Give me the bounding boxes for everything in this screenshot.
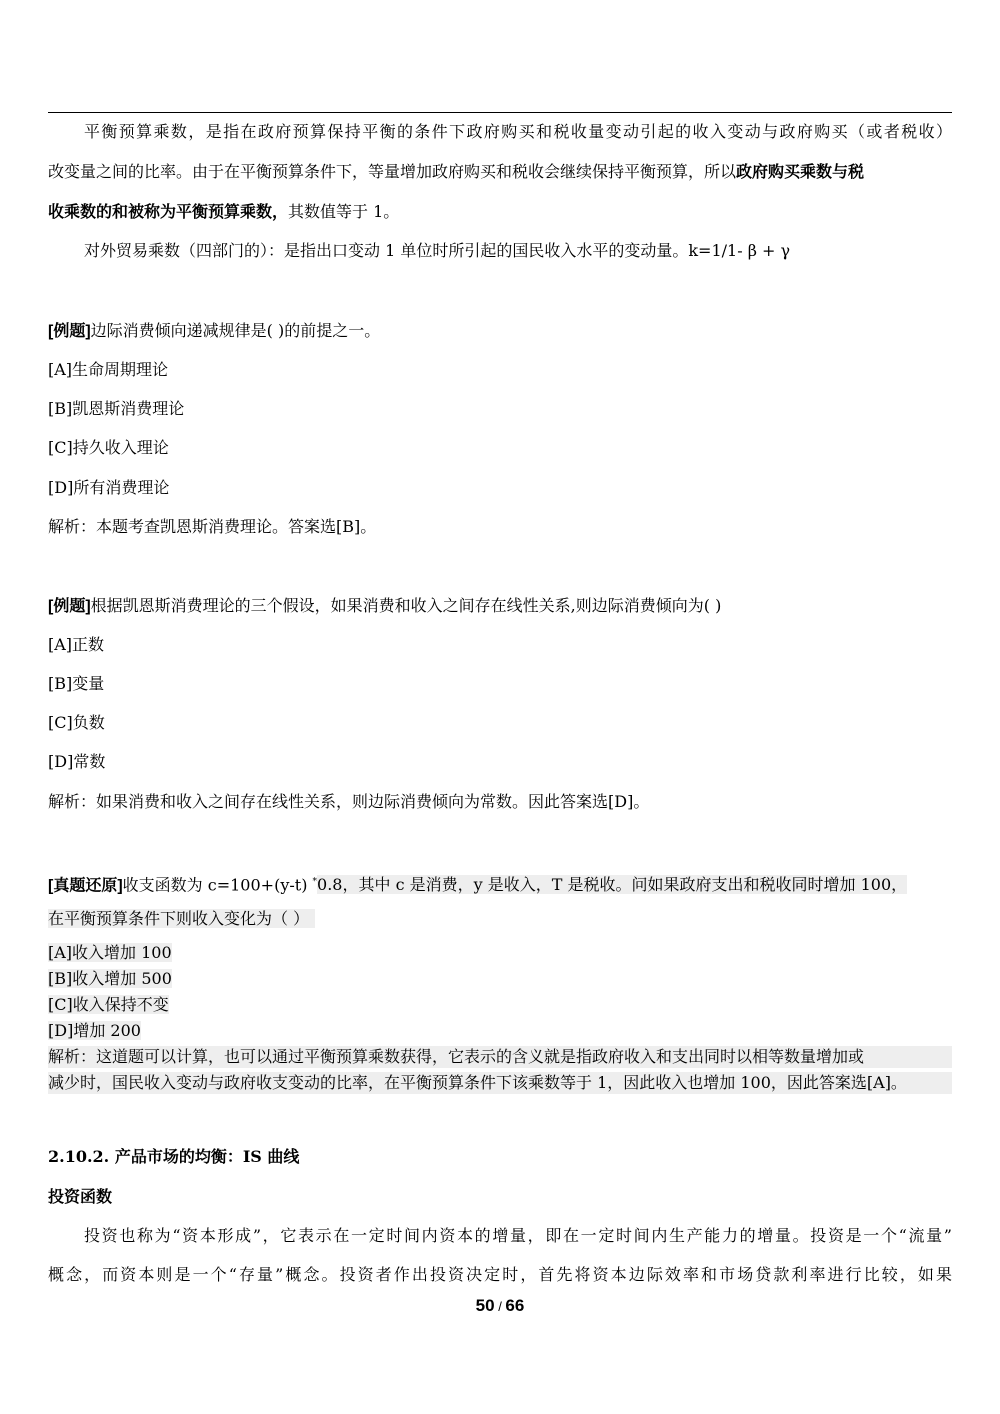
foreign-trade-multiplier: 对外贸易乘数（四部门的）：是指出口变动 1 单位时所引起的国民收入水平的变动量。k=1/1- β + γ <box>84 241 791 260</box>
bold-text: 政府购买乘数与税 <box>736 162 865 181</box>
example1-option-d: [D]所有消费理论 <box>48 478 170 497</box>
balanced-budget-line-3 <box>48 201 399 223</box>
example2-option-a: [A]正数 <box>48 635 105 654</box>
multiply-mark: * <box>312 877 318 887</box>
example1-option-a: [A]生命周期理论 <box>48 360 169 379</box>
balanced-budget-line-2 <box>48 161 952 183</box>
text: 根据凯恩斯消费理论的三个假设，如果消费和收入之间存在线性关系,则边际消费倾向为( ) <box>90 596 722 615</box>
text: 其数值等于 1。 <box>288 202 400 221</box>
real-exam-option-a <box>48 942 172 964</box>
highlighted-text: [D]增加 200 <box>48 1021 141 1040</box>
page-number <box>0 1296 1000 1316</box>
example2-option-d: [D]常数 <box>48 752 106 771</box>
example-tag: [例题] <box>48 323 91 340</box>
text: 平衡预算乘数，是指在政府预算保持平衡的条件下政府购买和税收量变动引起的收入变动与政府购买（或者税收） <box>84 122 952 141</box>
real-exam-question-line-2 <box>48 908 315 930</box>
investment-para-line-2 <box>48 1264 952 1286</box>
text: 概念，而资本则是一个“存量”概念。投资者作出投资决定时，首先将资本边际效率和市场贷款利率进行比较，如果 <box>48 1265 952 1284</box>
example-tag: [例题] <box>48 598 91 615</box>
example1-analysis: 解析：本题考查凯恩斯消费理论。答案选[B]。 <box>48 517 377 536</box>
total-pages: 66 <box>505 1296 525 1315</box>
example2-question <box>48 595 721 618</box>
highlighted-text: 0.8，其中 c 是消费，y 是收入，T 是税收。问如果政府支出和税收同时增加 100， <box>317 875 908 895</box>
text: 投资也称为“资本形成”，它表示在一定时间内资本的增量，即在一定时间内生产能力的增量。投资是一个“流量” <box>84 1226 952 1245</box>
text: 改变量之间的比率。由于在平衡预算条件下，等量增加政府购买和税收会继续保持平衡预算，所以 <box>48 162 737 181</box>
real-exam-analysis-line-1: 解析：这道题可以计算，也可以通过平衡预算乘数获得，它表示的含义就是指政府收入和支出同时以相等数量增加或 <box>48 1046 952 1068</box>
highlighted-text: 在平衡预算条件下则收入变化为（ ） <box>48 909 315 928</box>
section-heading: 2.10.2. 产品市场的均衡：IS 曲线 <box>48 1147 300 1166</box>
balanced-budget-line-1 <box>84 121 952 143</box>
example2-analysis: 解析：如果消费和收入之间存在线性关系，则边际消费倾向为常数。因此答案选[D]。 <box>48 792 650 811</box>
real-exam-option-d <box>48 1020 141 1042</box>
text: 边际消费倾向递减规律是( )的前提之一。 <box>90 321 381 340</box>
real-exam-analysis-line-2: 减少时，国民收入变动与政府收支变动的比率，在平衡预算条件下该乘数等于 1，因此收入也增加 100，因此答案选[A]。 <box>48 1072 952 1094</box>
example2-option-b: [B]变量 <box>48 674 105 693</box>
example1-option-b: [B]凯恩斯消费理论 <box>48 399 185 418</box>
header-rule <box>48 112 952 113</box>
example1-option-c: [C]持久收入理论 <box>48 438 169 457</box>
example2-option-c: [C]负数 <box>48 713 105 732</box>
highlighted-text: [A]收入增加 100 <box>48 943 172 962</box>
real-exam-option-c <box>48 994 169 1016</box>
real-exam-question-line-1 <box>48 871 907 897</box>
text: 收支函数为 c=100+(y-t) <box>122 875 308 895</box>
highlighted-text: [B]收入增加 500 <box>48 969 172 988</box>
real-exam-option-b <box>48 968 172 990</box>
current-page: 50 <box>475 1296 495 1315</box>
real-exam-tag: [真题还原] <box>48 877 123 895</box>
bold-text: 收乘数的和被称为平衡预算乘数， <box>48 202 289 221</box>
investment-para-line-1 <box>84 1225 952 1247</box>
page-separator: / <box>494 1299 506 1314</box>
section-subheading: 投资函数 <box>48 1187 113 1206</box>
example1-question <box>48 320 380 343</box>
highlighted-text: [C]收入保持不变 <box>48 995 169 1014</box>
